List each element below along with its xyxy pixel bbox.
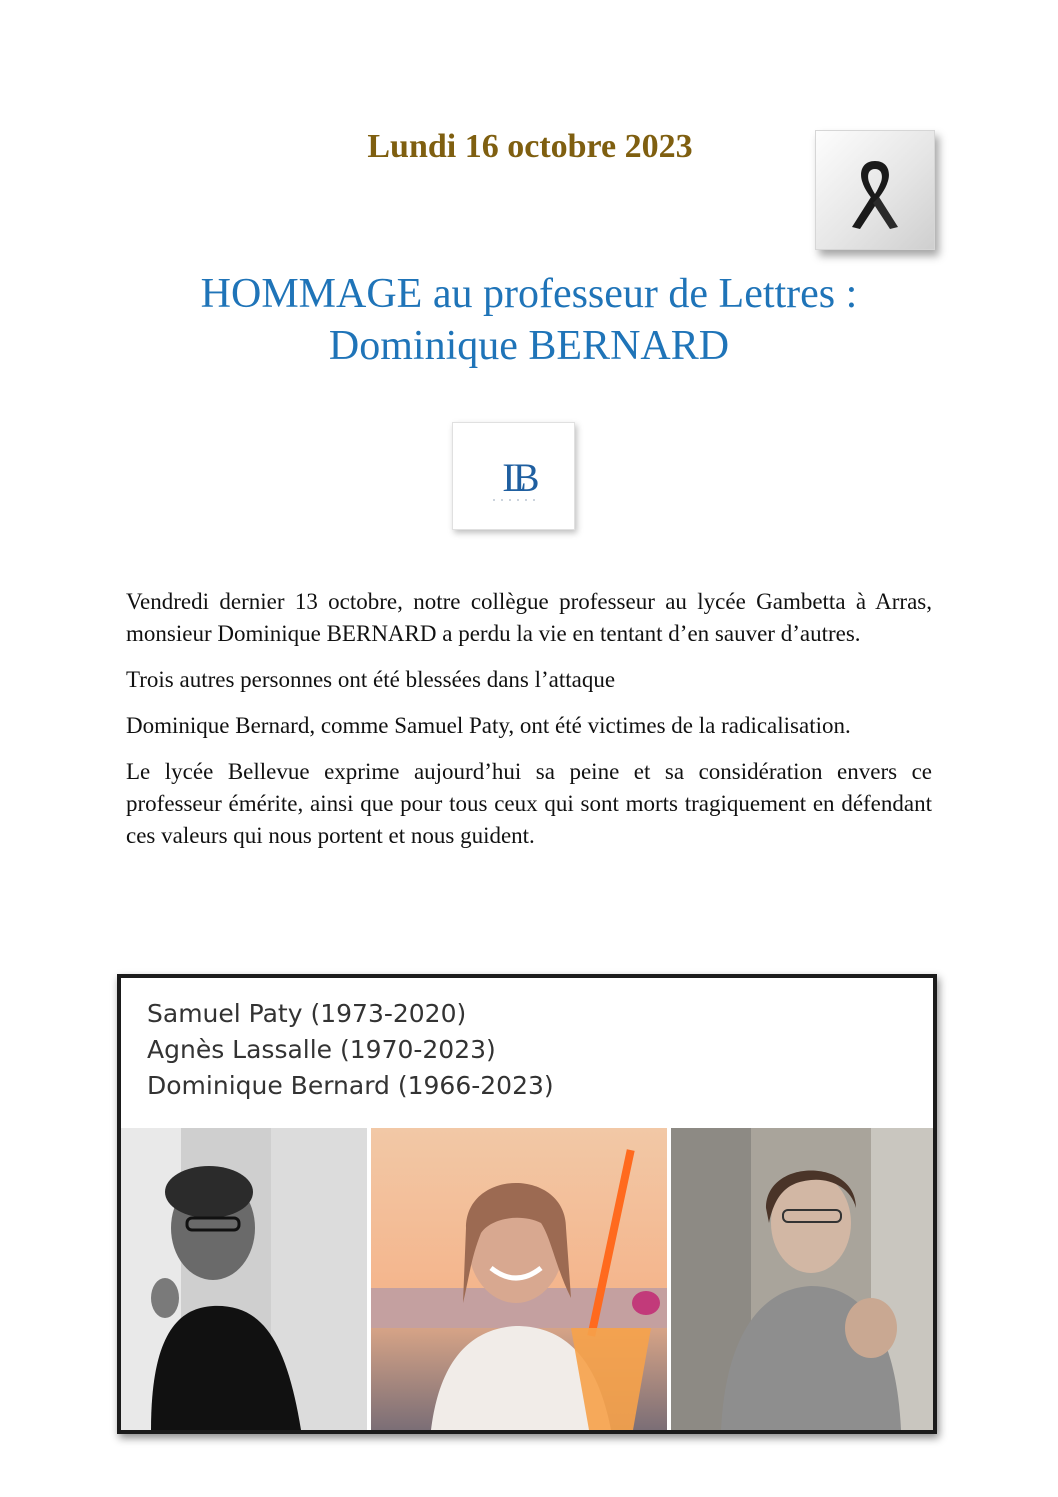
title-line-1: HOMMAGE au professeur de Lettres : — [200, 271, 858, 317]
mourning-ribbon-icon — [815, 130, 935, 250]
page-title — [100, 268, 958, 372]
paragraph: Vendredi dernier 13 octobre, notre collègue professeur au lycée Gambetta à Arras, monsieur Dominique BERNARD a perdu la vie en tentant d’en sauver d’autres. — [126, 589, 932, 646]
victim-name: Agnès Lassalle (1970-2023) — [147, 1035, 496, 1064]
school-logo — [452, 422, 575, 530]
victim-names — [147, 996, 554, 1104]
victim-name: Samuel Paty (1973-2020) — [147, 999, 467, 1028]
date-heading: Lundi 16 octobre 2023 — [367, 128, 693, 165]
logo-text: LB — [502, 455, 526, 500]
title-line-2: Dominique BERNARD — [328, 323, 730, 369]
paragraph: Le lycée Bellevue exprime aujourd’hui sa peine et sa considération envers ce professeur émérite, ainsi que pour tous ceux qui sont morts tragiquement en défendant ces valeurs qui nous portent et nous guident. — [126, 759, 932, 848]
portrait-photo-3 — [671, 1128, 933, 1430]
victim-name: Dominique Bernard (1966-2023) — [147, 1071, 554, 1100]
memorial-photo-panel — [117, 974, 937, 1434]
tribute-text — [126, 586, 932, 866]
portrait-photo-1 — [121, 1128, 367, 1430]
paragraph: Trois autres personnes ont été blessées dans l’attaque — [126, 667, 616, 692]
portrait-photo-2 — [371, 1128, 667, 1430]
paragraph: Dominique Bernard, comme Samuel Paty, ont été victimes de la radicalisation. — [126, 713, 851, 738]
